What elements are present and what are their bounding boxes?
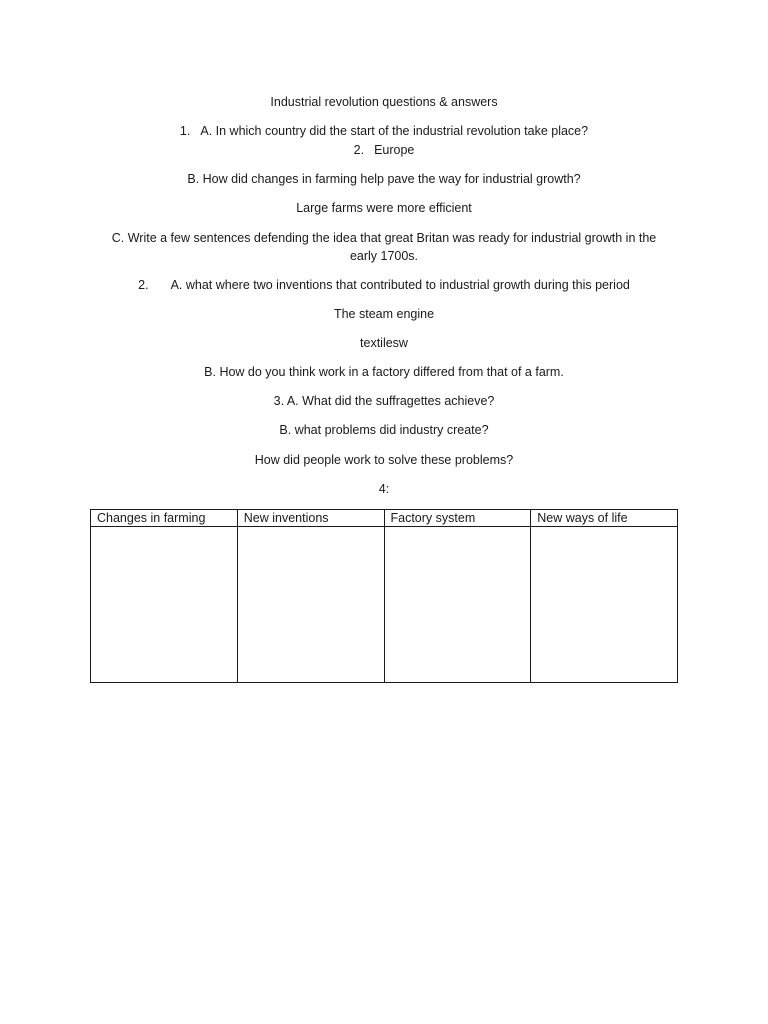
question-1b: B. How did changes in farming help pave the way for industrial growth? xyxy=(187,172,581,186)
table-cell-changes-in-farming xyxy=(91,527,238,683)
answer-1a xyxy=(0,142,768,158)
table-header-new-inventions: New inventions xyxy=(237,510,384,527)
question-4-label: 4: xyxy=(378,482,390,496)
table-header-changes-in-farming: Changes in farming xyxy=(91,510,238,527)
table-cell-new-inventions xyxy=(237,527,384,683)
question-3b-followup: How did people work to solve these problems? xyxy=(254,453,514,467)
question-3a: 3. A. What did the suffragettes achieve? xyxy=(273,394,495,408)
table-header-factory-system: Factory system xyxy=(384,510,531,527)
page-title: Industrial revolution questions & answers xyxy=(270,95,498,109)
question-3b: B. what problems did industry create? xyxy=(279,423,489,437)
question-2a xyxy=(0,277,768,293)
question-4-table xyxy=(90,509,678,683)
answer-1a-text: Europe xyxy=(374,143,415,157)
question-1c: C. Write a few sentences defending the idea that great Britan was ready for industrial growth in the early 1700s. xyxy=(111,231,657,263)
answer-1b: Large farms were more efficient xyxy=(296,201,472,215)
table-header-row xyxy=(91,510,678,527)
answer-2a-second: textilesw xyxy=(360,336,408,350)
table-header-new-ways-of-life: New ways of life xyxy=(531,510,678,527)
question-1-number: 1. xyxy=(179,124,191,138)
question-2-number: 2. xyxy=(138,278,149,292)
table-row xyxy=(91,527,678,683)
table-cell-factory-system xyxy=(384,527,531,683)
question-2b: B. How do you think work in a factory differed from that of a farm. xyxy=(204,365,564,379)
answer-1a-number: 2. xyxy=(353,143,365,157)
question-2a-text: A. what where two inventions that contributed to industrial growth during this period xyxy=(170,278,630,292)
table-cell-new-ways-of-life xyxy=(531,527,678,683)
question-1a xyxy=(0,123,768,139)
question-1a-text: A. In which country did the start of the industrial revolution take place? xyxy=(200,124,589,138)
answer-2a-first: The steam engine xyxy=(333,307,435,321)
